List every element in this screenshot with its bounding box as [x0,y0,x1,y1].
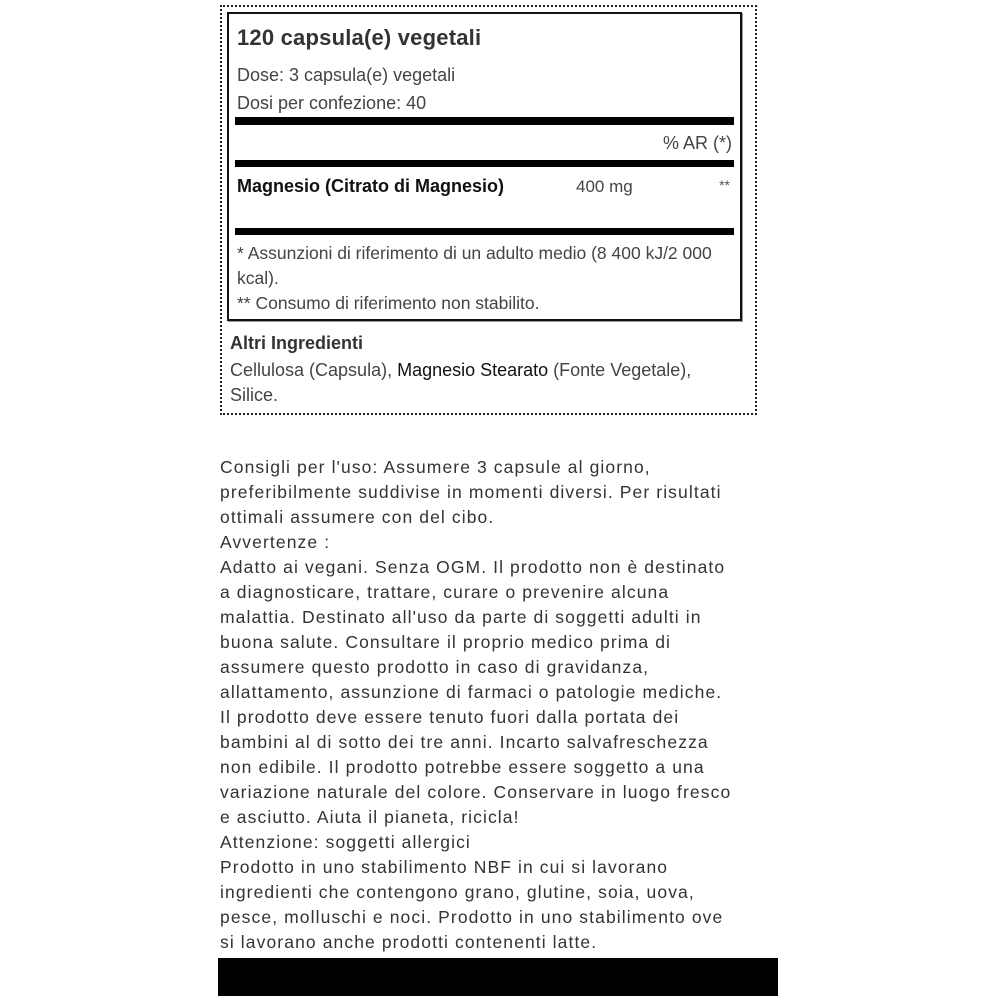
divider-thick [235,160,734,167]
usage-and-warnings [220,455,780,955]
other-ingredients-list [230,358,730,408]
warning-line: malattia. Destinato all'uso da parte di soggetti adulti in [220,607,702,627]
warning-line: e asciutto. Aiuta il pianeta, ricicla! [220,807,520,827]
allergen-line: Prodotto in uno stabilimento NBF in cui si lavorano [220,857,669,877]
divider-thick [235,117,734,125]
warning-line: Il prodotto deve essere tenuto fuori dalla portata dei [220,707,680,727]
warning-line: assumere questo prodotto in caso di gravidanza, [220,657,650,677]
ingredient-text: Cellulosa (Capsula), [230,360,398,380]
nutrient-ar-value: ** [719,177,730,193]
product-title: 120 capsula(e) vegetali [237,25,482,50]
warning-line: buona salute. Consultare il proprio medico prima di [220,632,672,652]
warning-line: non edibile. Il prodotto potrebbe essere soggetto a una [220,757,705,777]
servings-per-container: Dosi per confezione: 40 [237,93,427,113]
ingredient-text: (Fonte Vegetale), Silice. [230,360,692,405]
allergen-line: pesce, molluschi e noci. Prodotto in uno stabilimento ove [220,907,724,927]
usage-line: preferibilmente suddivise in momenti diversi. Per risultati [220,482,722,502]
other-ingredients-title: Altri Ingredienti [230,333,364,353]
supplement-facts-table [227,12,742,321]
black-footer-bar [218,958,778,996]
ar-column-header: % AR (*) [662,133,732,153]
footnote-not-established: ** Consumo di riferimento non stabilito. [237,293,540,313]
warning-line: Adatto ai vegani. Senza OGM. Il prodotto non è destinato [220,557,726,577]
usage-line: Consigli per l'uso: Assumere 3 capsule al giorno, [220,457,651,477]
supplement-facts-container [220,5,757,415]
allergen-line: ingredienti che contengono grano, glutine, soia, uova, [220,882,695,902]
warning-line: a diagnosticare, trattare, curare o prevenire alcuna [220,582,670,602]
allergen-line: si lavorano anche prodotti contenenti latte. [220,932,598,952]
warning-line: bambini al di sotto dei tre anni. Incarto salvafreschezza [220,732,709,752]
serving-size: Dose: 3 capsula(e) vegetali [237,65,456,85]
warnings-heading: Avvertenze : [220,532,331,552]
footnote-reference-intake: * Assunzioni di riferimento di un adulto medio (8 400 kJ/2 000 kcal). [237,243,712,288]
footnotes [237,241,737,316]
nutrient-name: Magnesio (Citrato di Magnesio) [237,176,505,196]
divider-thick [235,228,734,235]
nutrient-amount: 400 mg [576,177,633,196]
usage-line: ottimali assumere con del cibo. [220,507,495,527]
ingredient-highlight: Magnesio Stearato [397,360,549,380]
warning-line: variazione naturale del colore. Conservare in luogo fresco [220,782,732,802]
allergen-heading: Attenzione: soggetti allergici [220,832,471,852]
warning-line: allattamento, assunzione di farmaci o patologie mediche. [220,682,723,702]
